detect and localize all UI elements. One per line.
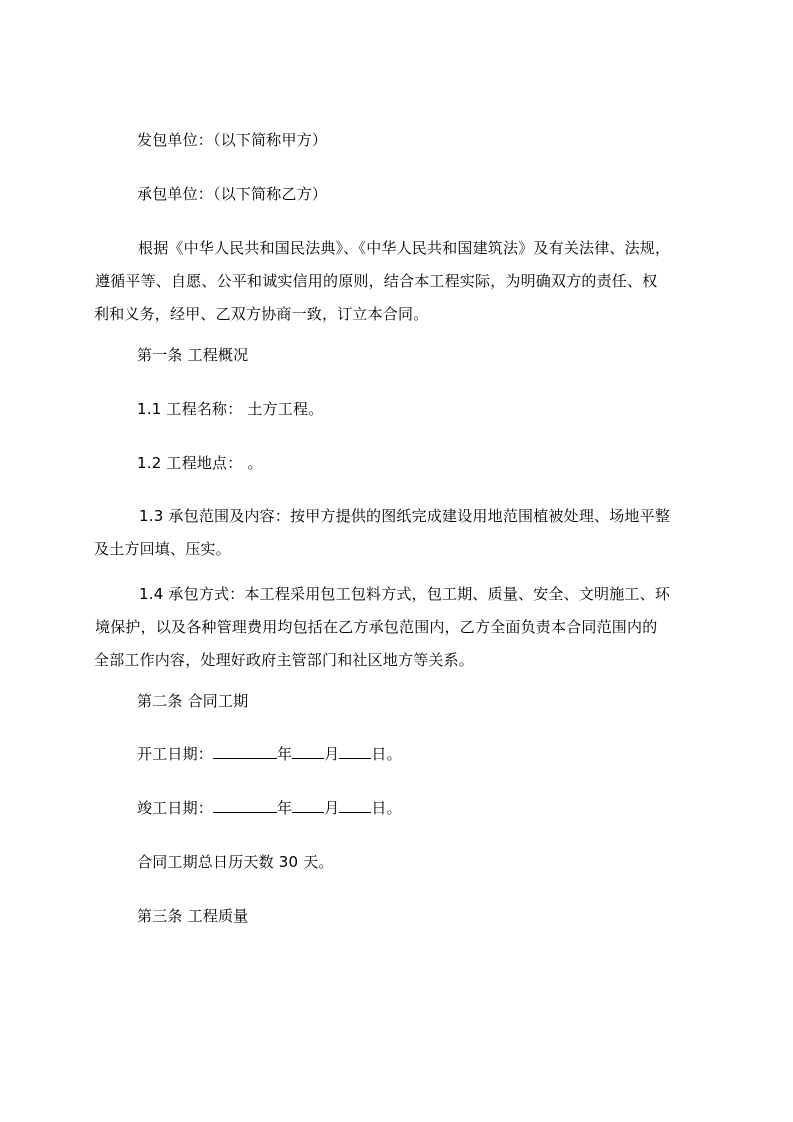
end-date-label: 竣工日期：: [137, 799, 214, 817]
item-1-3-line-2: 及土方回填、压实。: [94, 540, 231, 558]
start-year-blank: [213, 744, 277, 759]
employer-line: 发包单位：（以下简称甲方）: [137, 131, 328, 149]
end-date-line: [137, 798, 402, 818]
end-year-unit: 年: [277, 799, 293, 817]
end-day-unit: 日。: [371, 799, 402, 817]
duration-line: 合同工期总日历天数 30 天。: [137, 853, 334, 871]
item-1-3: [94, 500, 700, 566]
start-day-blank: [339, 744, 371, 759]
article-2-heading: 第二条 合同工期: [137, 692, 249, 710]
item-1-3-line-1: 1.3 承包范围及内容：按甲方提供的图纸完成建设用地范围植被处理、场地平整: [139, 507, 671, 525]
start-date-line: [137, 744, 402, 764]
start-day-unit: 日。: [371, 745, 402, 763]
preamble-paragraph: [94, 232, 700, 331]
item-1-4: [94, 578, 700, 677]
end-month-unit: 月: [324, 799, 340, 817]
start-date-label: 开工日期：: [137, 745, 214, 763]
start-month-unit: 月: [324, 745, 340, 763]
end-day-blank: [339, 798, 371, 813]
article-3-heading: 第三条 工程质量: [137, 907, 249, 925]
start-month-blank: [292, 744, 324, 759]
preamble-line-3: 利和义务，经甲、乙双方协商一致，订立本合同。: [94, 305, 429, 323]
end-month-blank: [292, 798, 324, 813]
item-1-4-line-2: 境保护，以及各种管理费用均包括在乙方承包范围内，乙方全面负责本合同范围内的: [95, 618, 658, 636]
contractor-line: 承包单位：（以下简称乙方）: [137, 185, 328, 203]
preamble-line-2: 遵循平等、自愿、公平和诚实信用的原则，结合本工程实际，为明确双方的责任、权: [95, 272, 658, 290]
end-year-blank: [213, 798, 277, 813]
item-1-1: 1.1 工程名称： 土方工程。: [137, 400, 324, 418]
preamble-line-1: 根据《中华人民共和国民法典》、《中华人民共和国建筑法》及有关法律、法规，: [138, 239, 671, 257]
item-1-4-line-3: 全部工作内容，处理好政府主管部门和社区地方等关系。: [94, 651, 475, 669]
article-1-heading: 第一条 工程概况: [137, 346, 249, 364]
item-1-2: 1.2 工程地点： 。: [137, 454, 263, 472]
start-year-unit: 年: [277, 745, 293, 763]
item-1-4-line-1: 1.4 承包方式：本工程采用包工包料方式，包工期、质量、安全、文明施工、环: [139, 585, 671, 603]
